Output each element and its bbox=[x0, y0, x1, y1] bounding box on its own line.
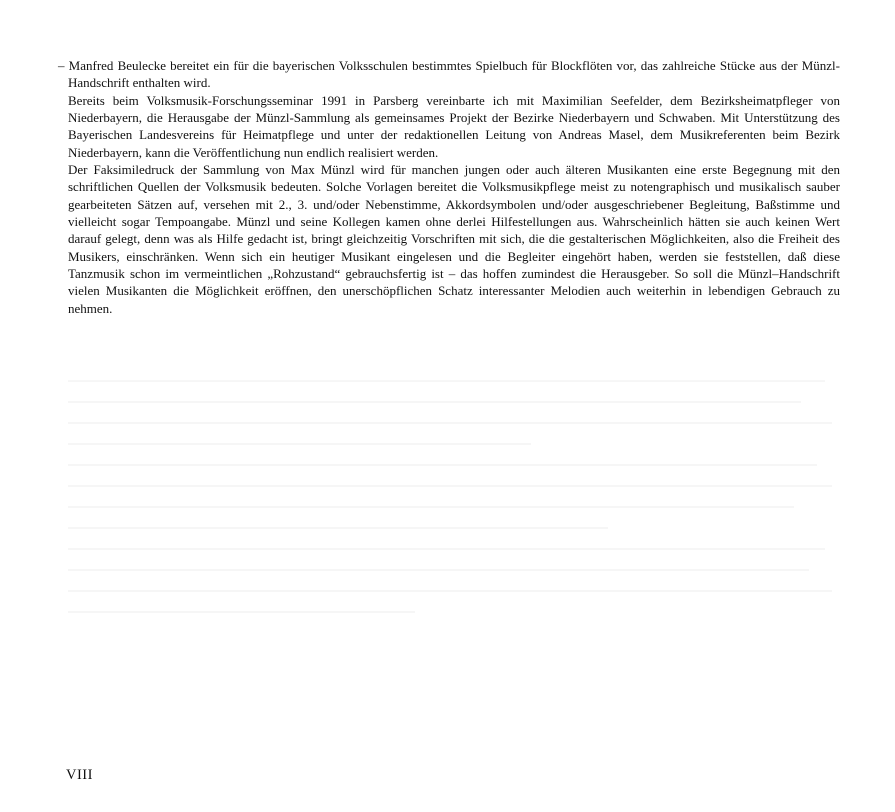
body-text bbox=[58, 57, 840, 317]
page-number: VIII bbox=[66, 767, 93, 783]
bullet-paragraph: – Manfred Beulecke bereitet ein für die bayerischen Volksschulen bestimmtes Spielbuch für Blockflöten vor, das zahlreiche Stücke aus der Münzl-Handschrift enthalten wird. bbox=[58, 58, 840, 91]
paragraph-project: Bereits beim Volksmusik-Forschungsseminar 1991 in Parsberg vereinbarte ich mit Maximilian Seefelder, dem Bezirksheimatpfleger von Niederbayern, die Herausgabe der Münzl-Sammlung als gemeinsames Projekt der Bezirke Niederbayern und Schwaben. Mit Unterstützung des Bayerischen Landesvereins für Heimatpflege und unter der redaktionellen Leitung von Andreas Masel, dem Musikreferenten beim Bezirk Niederbayern, kann die Veröffentlichung nun endlich realisiert werden. bbox=[68, 92, 840, 160]
reverse-side-bleed bbox=[68, 380, 840, 632]
paragraph-facsimile: Der Faksimiledruck der Sammlung von Max Münzl wird für manchen jungen oder auch älteren Musikanten eine erste Begegnung mit den schriftlichen Quellen der Volksmusik bedeuten. Solche Vorlagen bereitet die Volksmusikpflege meist zu notengraphisch und musikalisch sauber gearbeiteten Sätzen auf, versehen mit 2., 3. und/oder Nebenstimme, Akkordsymbolen und/oder ausgeschriebener Begleitung, Baßstimme und vielleicht sogar Tempoangabe. Münzl und seine Kollegen kamen ohne derlei Hilfestellungen aus. Wahrscheinlich hätten sie auch keinen Wert darauf gelegt, denn was als Hilfe gedacht ist, bringt gleichzeitig Vorschriften mit sich, die die gestalterischen Möglichkeiten, also die Freiheit des Musikers, einschränken. Wenn sich ein heutiger Musikant eingelesen und die Begleiter eingehört haben, werden sie feststellen, daß diese Tanzmusik schon im vermeintlichen „Rohzustand“ gebrauchsfertig ist – das hoffen zumindest die Herausgeber. So soll die Münzl–Handschrift vielen Musikanten die Möglichkeit eröffnen, den unerschöpflichen Schatz interessanter Melodien auch weiterhin in lebendigen Gebrauch zu nehmen. bbox=[68, 162, 840, 316]
